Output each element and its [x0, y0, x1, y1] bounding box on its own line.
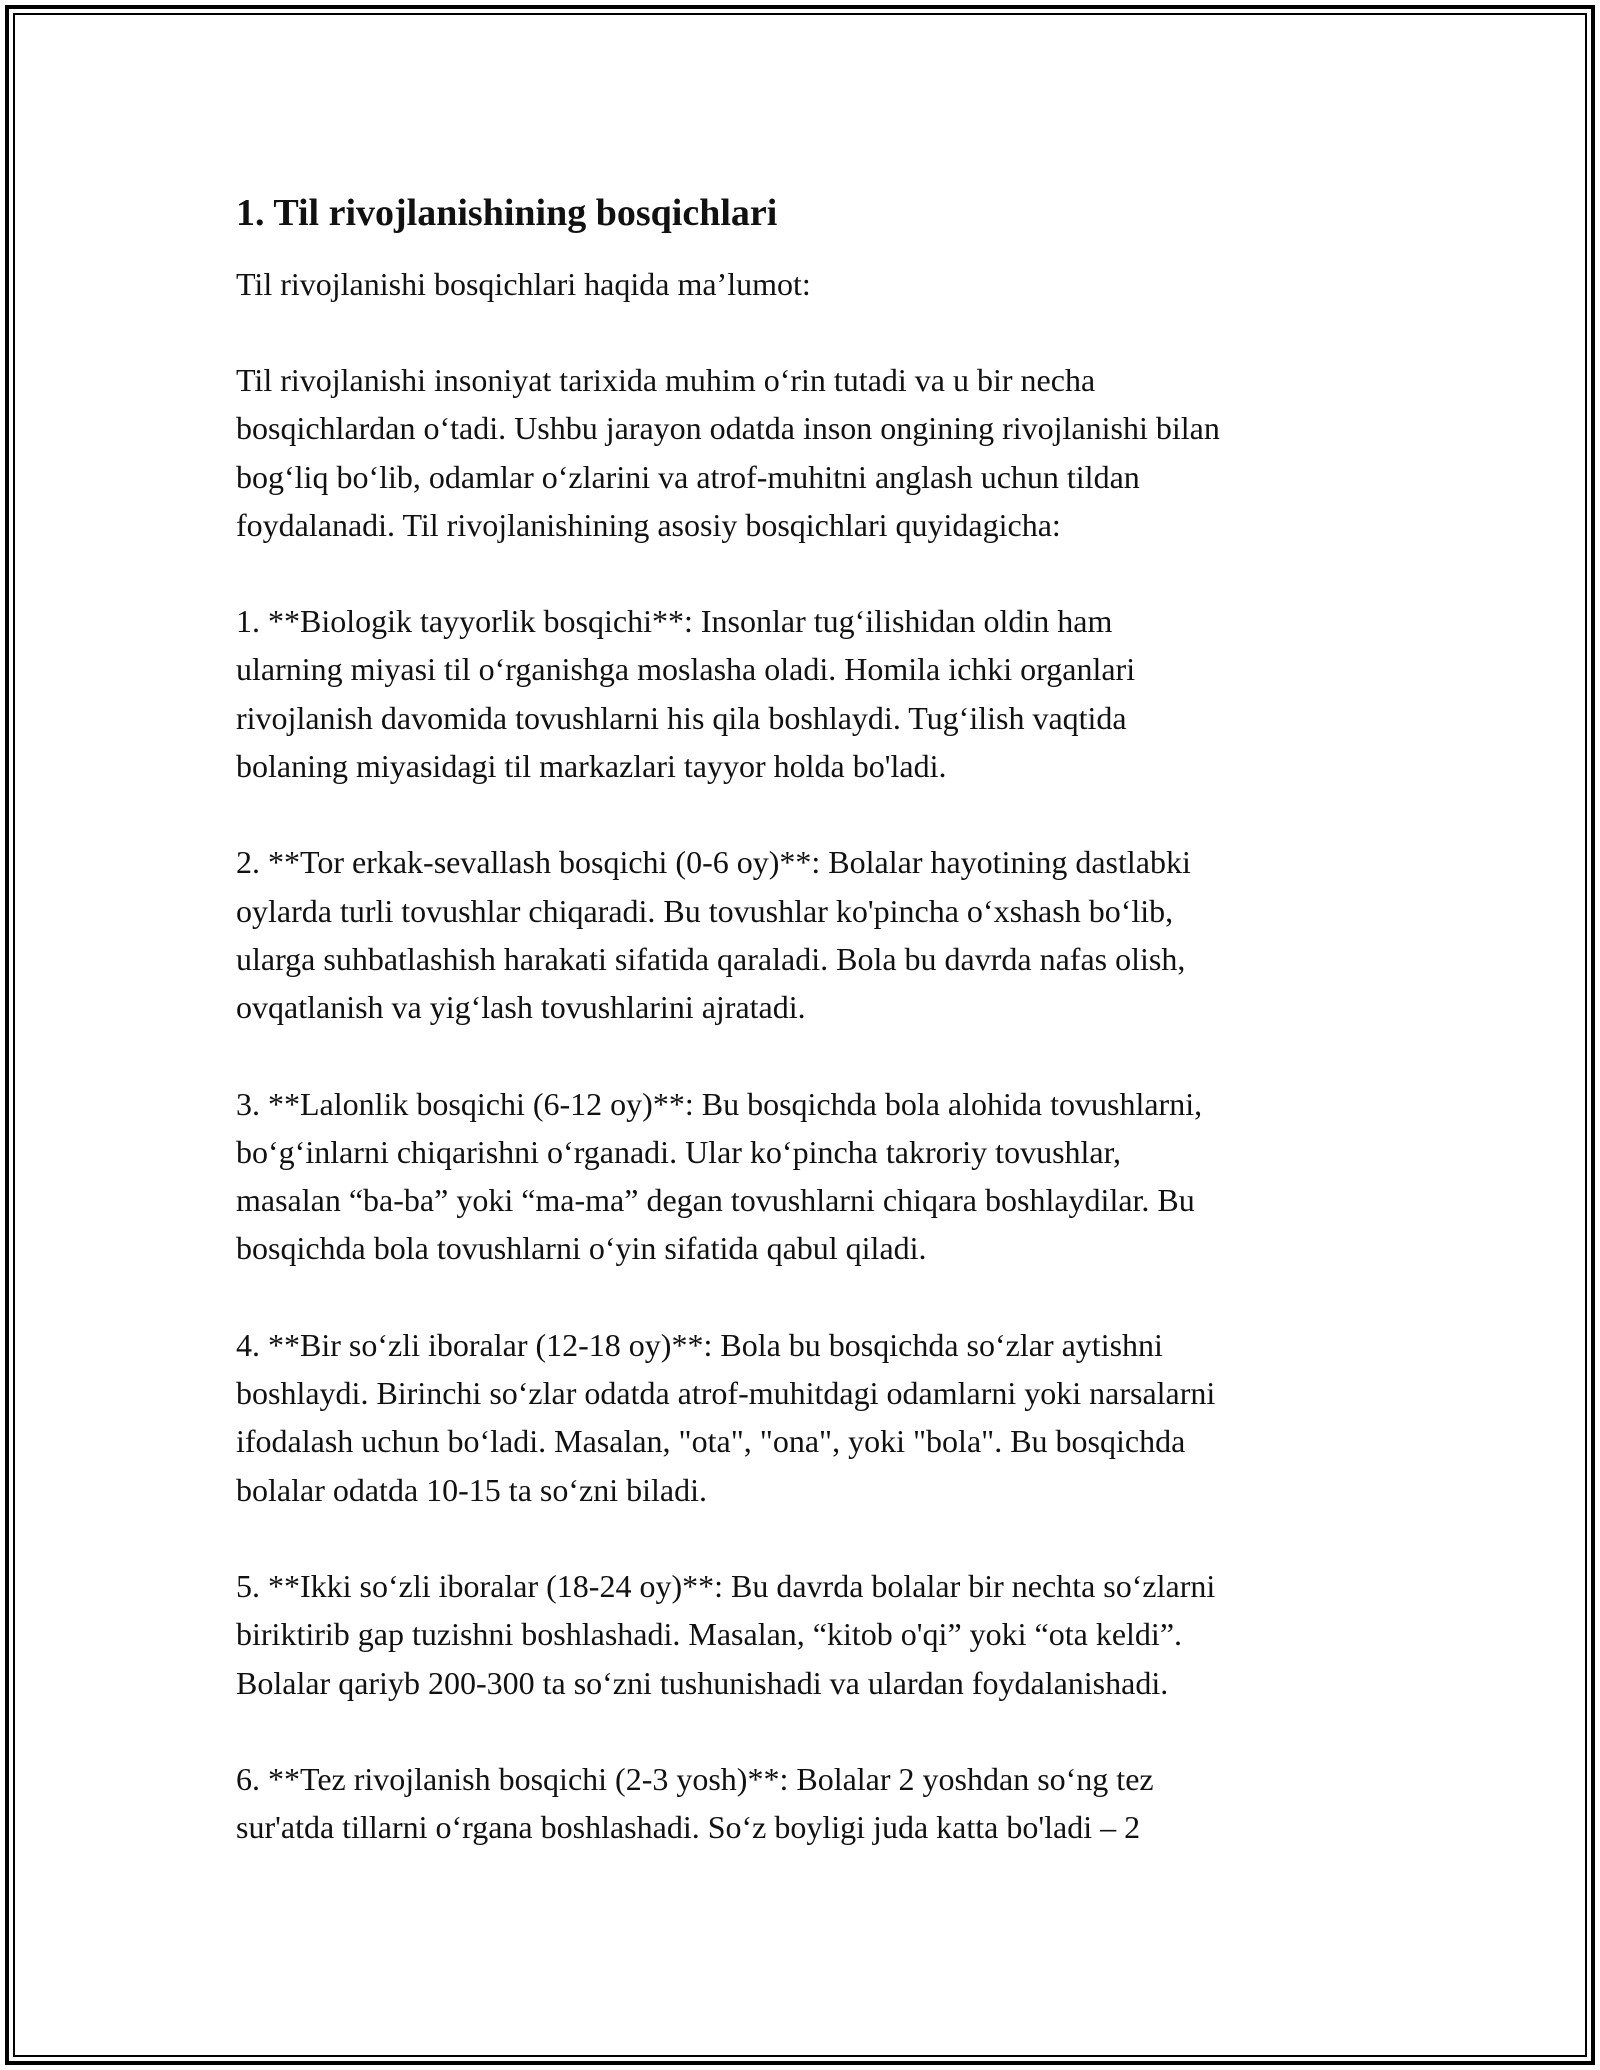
paragraph-stage-5: 5. **Ikki so‘zli iboralar (18-24 oy)**: Bu davrda bolalar bir nechta so‘zlarni biriktirib gap tuzishni boshlashadi. Masalan, “kitob o'qi” yoki “ota keldi”. Bolalar qariyb 200-300 ta so‘zni tushunishadi va ulardan foydalanishadi. — [236, 1567, 1216, 1701]
paragraph-stage-1: 1. **Biologik tayyorlik bosqichi**: Insonlar tug‘ilishidan oldin ham ularning miyasi til o‘rganishga moslasha oladi. Homila ichki organlari rivojlanish davomida tovushlarni his qila boshlaydi. Tug‘ilish vaqtida bolaning miyasidagi til markazlari tayyor holda bo'ladi. — [236, 603, 1136, 785]
document-body — [236, 184, 1396, 1851]
paragraph-stage-6: 6. **Tez rivojlanish bosqichi (2-3 yosh)**: Bolalar 2 yoshdan so‘ng tez sur'atda tillarni o‘rgana boshlashadi. So‘z boyligi juda katta bo'ladi – 2 — [236, 1760, 1154, 1846]
paragraph-overview: Til rivojlanishi insoniyat tarixida muhim o‘rin tutadi va u bir necha bosqichlardan o‘tadi. Ushbu jarayon odatda inson ongining rivojlanishi bilan bog‘liq bo‘lib, odamlar o‘zlarini va atrof-muhitni anglash uchun tildan foydalanadi. Til rivojlanishining asosiy bosqichlari quyidagicha: — [236, 362, 1220, 543]
document-title: 1. Til rivojlanishining bosqichlari — [236, 192, 778, 234]
paragraph-stage-4: 4. **Bir so‘zli iboralar (12-18 oy)**: Bola bu bosqichda so‘zlar aytishni boshlaydi. Birinchi so‘zlar odatda atrof-muhitdagi odamlarni yoki narsalarni ifodalash uchun bo‘ladi. Masalan, "ota", "ona", yoki "bola". Bu bosqichda bolalar odatda 10-15 ta so‘zni biladi. — [236, 1326, 1216, 1508]
paragraph-stage-3: 3. **Lalonlik bosqichi (6-12 oy)**: Bu bosqichda bola alohida tovushlarni, bo‘g‘inlarni chiqarishni o‘rganadi. Ular ko‘pincha takroriy tovushlar, masalan “ba-ba” yoki “ma-ma” degan tovushlarni chiqara boshlaydilar. Bu bosqichda bola tovushlarni o‘yin sifatida qabul qiladi. — [236, 1085, 1203, 1267]
intro-line: Til rivojlanishi bosqichlari haqida ma’lumot: — [236, 266, 811, 302]
paragraph-stage-2: 2. **Tor erkak-sevallash bosqichi (0-6 oy)**: Bolalar hayotining dastlabki oylarda turli tovushlar chiqaradi. Bu tovushlar ko'pincha o‘xshash bo‘lib, ularga suhbatlashish harakati sifatida qaraladi. Bola bu davrda nafas olish, ovqatlanish va yig‘lash tovushlarini ajratadi. — [236, 844, 1191, 1026]
